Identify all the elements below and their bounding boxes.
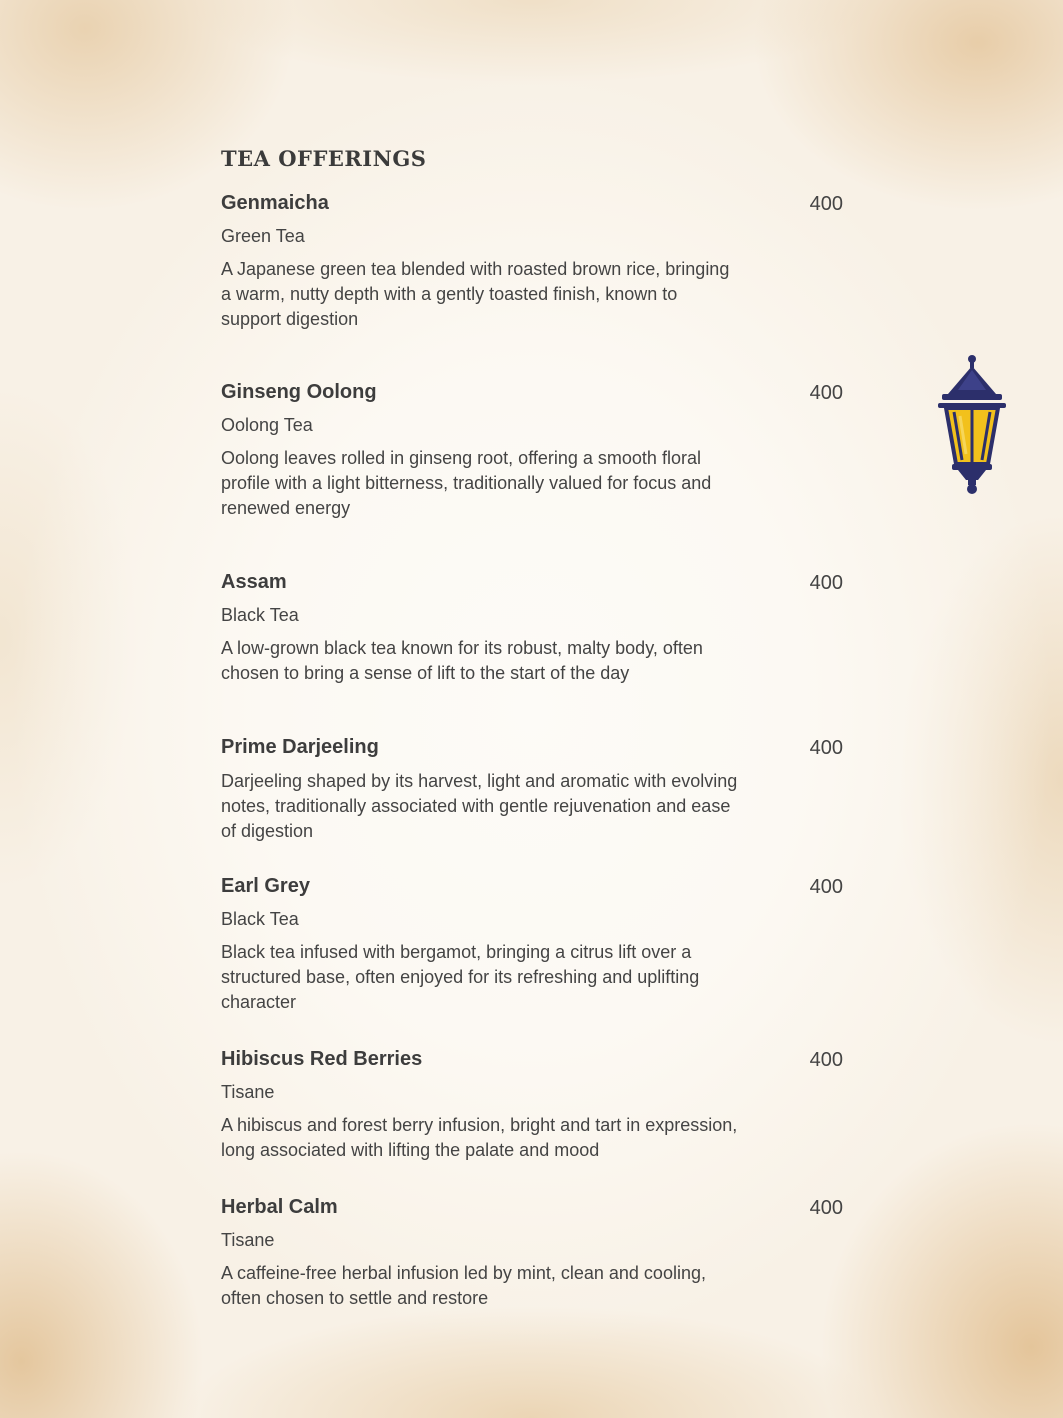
item-name: Hibiscus Red Berries [221, 1048, 423, 1070]
menu-item-prime-darjeeling [221, 734, 843, 844]
item-name: Earl Grey [221, 875, 310, 897]
menu-item-assam [221, 569, 843, 686]
item-type: Tisane [221, 1082, 275, 1102]
item-type: Black Tea [221, 909, 299, 929]
item-price: 400 [809, 382, 843, 404]
item-type: Oolong Tea [221, 415, 313, 435]
item-description: A Japanese green tea blended with roasted brown rice, bringing a warm, nutty depth with a gently toasted finish, known to support digestion [221, 259, 730, 329]
item-price: 400 [809, 737, 843, 759]
item-description: Darjeeling shaped by its harvest, light and aromatic with evolving notes, traditionally associated with gentle rejuvenation and ease of digestion [221, 771, 738, 841]
item-name: Assam [221, 571, 287, 593]
menu-item-hibiscus-red-berries [221, 1046, 843, 1163]
menu-item-genmaicha [221, 190, 843, 332]
item-description: Oolong leaves rolled in ginseng root, offering a smooth floral profile with a light bitterness, traditionally valued for focus and renewed energy [221, 448, 712, 518]
item-type: Green Tea [221, 226, 305, 246]
item-description: A hibiscus and forest berry infusion, bright and tart in expression, long associated with lifting the palate and mood [221, 1115, 738, 1160]
menu-item-earl-grey [221, 873, 843, 1015]
item-type: Black Tea [221, 605, 299, 625]
item-price: 400 [809, 193, 843, 215]
item-price: 400 [809, 876, 843, 898]
menu-item-ginseng-oolong [221, 379, 843, 521]
item-description: A caffeine-free herbal infusion led by mint, clean and cooling, often chosen to settle and restore [221, 1263, 706, 1308]
item-price: 400 [809, 1197, 843, 1219]
item-price: 400 [809, 572, 843, 594]
section-title: TEA OFFERINGS [221, 146, 427, 171]
item-description: A low-grown black tea known for its robust, malty body, often chosen to bring a sense of lift to the start of the day [221, 638, 703, 683]
menu-item-herbal-calm [221, 1194, 843, 1311]
item-description: Black tea infused with bergamot, bringing a citrus lift over a structured base, often enjoyed for its refreshing and uplifting character [221, 942, 700, 1012]
lantern-icon [934, 354, 1010, 496]
item-name: Ginseng Oolong [221, 381, 377, 403]
item-name: Genmaicha [221, 192, 329, 214]
item-name: Herbal Calm [221, 1196, 338, 1218]
item-price: 400 [809, 1049, 843, 1071]
item-name: Prime Darjeeling [221, 736, 379, 758]
item-type: Tisane [221, 1230, 275, 1250]
